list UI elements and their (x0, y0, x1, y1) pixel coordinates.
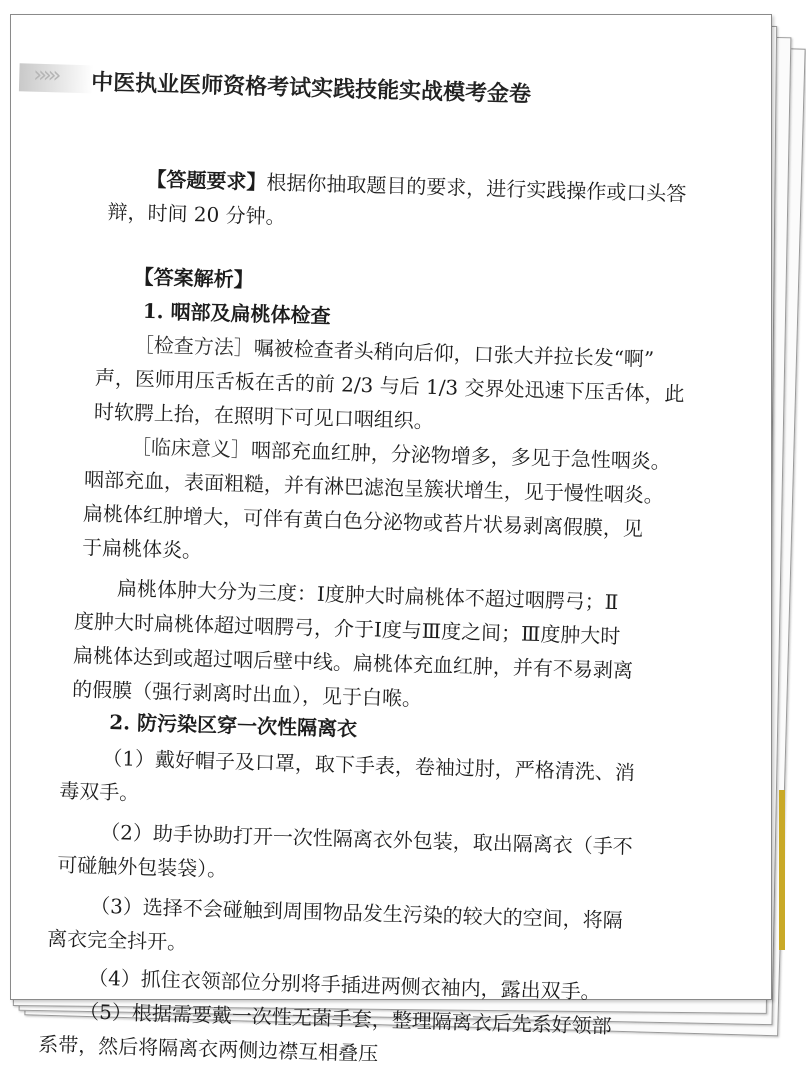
requirement-label: 【答题要求】 (146, 166, 267, 195)
analysis-label: 【答案解析】 (133, 264, 255, 292)
step-line: 毒双手。 (59, 778, 140, 805)
step-line: 系带，然后将隔离衣两侧边襟互相叠压 (37, 1032, 379, 1066)
section-1-title: 1. 咽部及扁桃体检查 (142, 298, 331, 329)
requirement-line-1 (146, 166, 687, 206)
requirement-text: 根据你抽取题目的要求，进行实践操作或口头答 (266, 170, 687, 206)
clinical-tag: ［临床意义］ (130, 434, 252, 462)
clinical-line-3: 扁桃体红肿增大，可伴有黄白色分泌物或苔片状易剥离假膜，见 (82, 501, 644, 541)
degree-line-2: 度肿大时扁桃体超过咽腭弓，介于Ⅰ度与Ⅲ度之间；Ⅲ度肿大时 (73, 609, 621, 649)
method-tag: ［检查方法］ (133, 332, 255, 360)
clinical-line-2: 咽部充血，表面粗糙，并有淋巴滤泡呈簇状增生，见于慢性咽炎。 (83, 467, 665, 508)
method-line-2: 声，医师用压舌板在舌的前 2/3 与后 1/3 交界处迅速下压舌体，此 (94, 365, 685, 406)
step-line: （2）助手协助打开一次性隔离衣外包装，取出隔离衣（手不 (99, 819, 634, 859)
method-line-1 (133, 332, 655, 372)
step-line: （5）根据需要戴一次性无菌手套，整理隔离衣后先系好领部 (78, 999, 613, 1039)
document-page (10, 14, 772, 1066)
step-line: （3）选择不会碰触到周围物品发生污染的较大的空间，将隔 (89, 893, 624, 933)
clinical-line-4: 于扁桃体炎。 (81, 535, 203, 563)
degree-line-4: 的假膜（强行剥离时出血），见于白喉。 (71, 676, 423, 711)
step-line: 离衣完全抖开。 (46, 926, 188, 955)
page-content (0, 15, 771, 1066)
step-line: （1）戴好帽子及口罩，取下手表，卷袖过肘，严格清洗、消 (101, 745, 636, 785)
step-line: （4）抓住衣领部位分别将手插进两侧衣袖内，露出双手。 (87, 965, 602, 1004)
clinical-text: 咽部充血红肿，分泌物增多，多见于急性咽炎。 (250, 437, 672, 474)
degree-line-1: 扁桃体肿大分为三度：Ⅰ度肿大时扁桃体不超过咽腭弓；Ⅱ (116, 576, 619, 615)
book-title: 中医执业医师资格考试实践技能实战模考金卷 (90, 69, 532, 108)
book-edge-strip (779, 790, 785, 950)
section-2-title: 2. 防污染区穿一次性隔离衣 (108, 710, 358, 741)
clinical-line-1 (130, 434, 672, 474)
method-text: 嘱被检查者头稍向后仰，口张大并拉长发“啊” (253, 335, 655, 372)
degree-line-3: 扁桃体达到或超过咽后壁中线。扁桃体充血红肿，并有不易剥离 (72, 642, 634, 683)
chevrons-icon: ››››› (32, 62, 58, 89)
method-line-3: 时软腭上抬，在照明下可见口咽组织。 (93, 399, 435, 433)
step-line: 可碰触外包装袋）。 (56, 852, 228, 882)
requirement-line-2: 辩，时间 20 分钟。 (107, 199, 286, 229)
